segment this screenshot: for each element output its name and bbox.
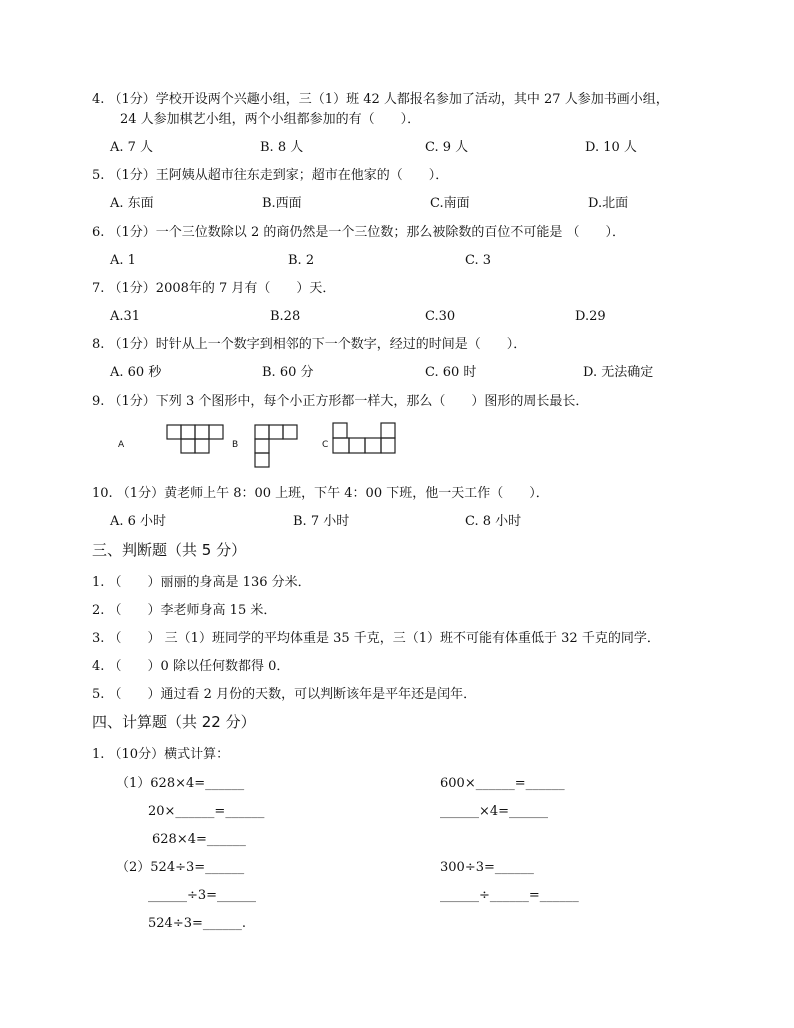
q10-stem: 10. （1分）黄老师上午 8：00 上班，下午 4：00 下班，他一天工作（ ）． xyxy=(92,486,549,501)
q9-stem: 9. （1分）下列 3 个图形中，每个小正方形都一样大，那么（ ）图形的周长最长． xyxy=(92,394,589,409)
judge-item-4: 4. （ ）0 除以任何数都得 0． xyxy=(92,659,290,674)
q10-option-c: C. 8 小时 xyxy=(465,514,522,529)
q4-option-b: B. 8 人 xyxy=(260,140,304,155)
q4-option-d: D. 10 人 xyxy=(585,140,637,155)
q4-option-c: C. 9 人 xyxy=(425,140,469,155)
q6-option-b: B. 2 xyxy=(288,253,315,268)
q7-option-d: D.29 xyxy=(575,309,606,324)
q4-stem-line1: 4. （1分）学校开设两个兴趣小组，三（1）班 42 人都报名参加了活动，其中 27 人参加书画小组， xyxy=(92,92,669,107)
section4-title: 四、计算题（共 22 分） xyxy=(92,713,256,731)
figure-c-label: C xyxy=(322,440,329,450)
q7-option-a: A.31 xyxy=(110,309,141,324)
figure-b xyxy=(254,424,304,470)
q8-option-d: D. 无法确定 xyxy=(583,365,654,380)
q8-option-b: B. 60 分 xyxy=(262,365,314,380)
q6-option-a: A. 1 xyxy=(110,253,136,268)
calc-p2-right-2: ______÷______=______ xyxy=(440,888,579,903)
calc-p1-left-3: 628×4=______ xyxy=(152,832,246,847)
q5-option-b: B.西面 xyxy=(262,196,302,211)
q4-stem-line2: 24 人参加棋艺小组，两个小组都参加的有（ ）． xyxy=(120,112,421,127)
calc-p1-right-1: 600×______=______ xyxy=(440,776,565,791)
q7-option-c: C.30 xyxy=(425,309,456,324)
judge-item-3: 3. （ ） 三（1）班同学的平均体重是 35 千克，三（1）班不可能有体重低于 32 千克的同学． xyxy=(92,631,660,646)
q8-option-c: C. 60 时 xyxy=(425,365,477,380)
q4-option-a: A. 7 人 xyxy=(110,140,154,155)
q6-stem: 6. （1分）一个三位数除以 2 的商仍然是一个三位数；那么被除数的百位不可能是 （ ）． xyxy=(92,225,625,240)
q8-option-a: A. 60 秒 xyxy=(110,365,162,380)
q6-option-c: C. 3 xyxy=(465,253,492,268)
figure-b-label: B xyxy=(232,440,239,450)
calc-p2-left-3: 524÷3=______. xyxy=(148,916,247,931)
q5-option-d: D.北面 xyxy=(588,196,629,211)
q7-stem: 7. （1分）2008年的 7 月有（ ）天． xyxy=(92,281,336,296)
q5-stem: 5. （1分）王阿姨从超市往东走到家；超市在他家的（ ）． xyxy=(92,168,449,183)
q5-option-c: C.南面 xyxy=(430,196,470,211)
figure-a-label: A xyxy=(118,440,125,450)
q10-option-b: B. 7 小时 xyxy=(293,514,350,529)
figure-a xyxy=(166,424,226,456)
calc-p2-left-2: ______÷3=______ xyxy=(148,888,257,903)
q10-option-a: A. 6 小时 xyxy=(110,514,167,529)
section3-title: 三、判断题（共 5 分） xyxy=(92,541,247,559)
judge-item-1: 1. （ ）丽丽的身高是 136 分米． xyxy=(92,575,311,590)
q7-option-b: B.28 xyxy=(270,309,301,324)
calc-p1-left-2: 20×______=______ xyxy=(148,804,265,819)
calc-p2-right-1: 300÷3=______ xyxy=(440,860,534,875)
calc-q1-stem: 1. （10分）横式计算： xyxy=(92,747,230,762)
judge-item-5: 5. （ ）通过看 2 月份的天数，可以判断该年是平年还是闰年． xyxy=(92,687,477,702)
figure-c xyxy=(332,422,398,456)
judge-item-2: 2. （ ）李老师身高 15 米． xyxy=(92,603,277,618)
q5-option-a: A. 东面 xyxy=(110,196,154,211)
q8-stem: 8. （1分）时针从上一个数字到相邻的下一个数字，经过的时间是（ ）． xyxy=(92,337,527,352)
calc-p1-left-1: （1）628×4=______ xyxy=(116,776,245,791)
calc-p2-left-1: （2）524÷3=______ xyxy=(116,860,245,875)
calc-p1-right-2: ______×4=______ xyxy=(440,804,549,819)
